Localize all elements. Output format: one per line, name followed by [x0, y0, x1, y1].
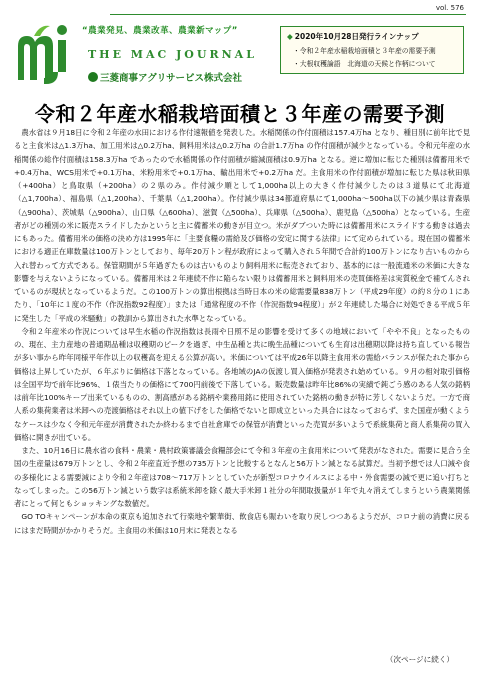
- article-paragraph: GO TOキャンペーンが本命の東京も追加されて行楽地や繁華街、飲食店も賑わいを取り戻しつつあるようだが、コロナ前の消費に戻るにはまだ時間がかかりそうだ。主食用の米価は10月末に発表となる: [14, 512, 470, 535]
- issue-date-line: [287, 31, 457, 42]
- article-title: 令和２年産水稲栽培面積と３年産の需要予測: [35, 102, 445, 126]
- diamond-icon: ◆: [287, 32, 293, 41]
- company-name-text: 三菱商事アグリサービス株式会社: [100, 73, 243, 84]
- header-rule: [110, 14, 466, 15]
- company-mark-icon: [88, 72, 98, 82]
- continue-note: （次ページに続く）: [385, 655, 454, 664]
- issue-lineup-box: [280, 26, 464, 74]
- article-paragraph: 農水省は９月18日に令和２年産の水田における作付速報値を発表した。水稲関係の作付面積は157.4万ha となり、種目別に前年比で見ると主食米は△1.3万ha、加工用米は△0.2万ha、飼料用米は△0.2万ha の合計1.7万ha の作付面積が減少となっている。令和元年産の水稲関係の総作付面積は158.3万ha であったので水稲関係の作付面積が縮減面積は0.9万ha となる。逆に増加に転じた種別は備蓄用米で+0.4万ha、WCS用米で+0.1万ha、米粉用米で+0.1万ha、輸出用米で+0.2万ha だ。主食用米の作付面積が増加に転じた県は秋田県（+400ha）と鳥取県（+200ha）の２県のみ。作付減少順として1,000ha以上の大きく作付減少したのは３道県にて北海道（△1,700ha）、福島県（△1,200ha）、千葉県（△1,200ha）。作付減少県は34都道府県にて1,000ha～500ha以下の減少県は青森県（△900ha）、茨城県（△900ha）、山口県（△600ha）、滋賀（△500ha）、兵庫県（△500ha）、鹿児島（△500ha）となっている。生産者がどの種別の米に販売スライドしたかというと主に備蓄米の動きが目立つ。米がダブついた時には備蓄用米にスライドする動きは過去にもあった。備蓄用米の価格の決め方は1995年に「主要食糧の需給及び価格の安定に関する法律」にて定められている。現在国の備蓄米における適正在庫数量は100万トンとしており、毎年20万トン程が政府によって購入され５年間で合計約100万トンになり古いものから入れ替わって方式である。保管期間が５年過ぎたものは古いものより飼料用米に転売されており、基本的には一般流通米の米価に大きな影響を与えないようになっている。備蓄用米は２年連続不作に陥らない限りは備蓄用米と飼料用米の売買価格差は実質税金で補てんされているのが現状となっているようだ。この100万トンの算出根拠は当時日本の米の総需要量838万トン（平成29年度）の約８分の１にあたり、「10年に１度の不作（作況指数92程度）」または「通常程度の不作（作況指数94程度）」が２年連続した場合に対処できる平成５年に発生した「平成の米騒動」の教訓から算出された水準となっている。: [14, 128, 471, 323]
- company-name: [88, 70, 242, 84]
- article-body: [14, 126, 470, 537]
- masthead: [14, 18, 276, 88]
- journal-name: THE MAC JOURNAL: [88, 48, 257, 61]
- slogan: “農業発見、農業改革、農業新マップ”: [82, 26, 238, 36]
- mj-logo-icon: [14, 18, 76, 88]
- lineup-item: ・大根収穫論語 北海道の天候と作柄について: [293, 60, 436, 68]
- article-paragraph: 令和２年産米の作況については早生水稲の作況指数は長雨や日照不足の影響を受けて多くの地域において「やや不良」となったものの、現在、主力産地の普通期品種は収穫期のピークを過ぎ、中生品種と共に晩生品種についても生育は出穂期以降は持ち直している報告が多い事から昨年同様平年作以上の収穫高を迎える公算が高い。米価については平成26年以降主食用米の需給バランスが保たれた事から価格は上昇していたが、６年ぶりに価格は下落となっている。各地域のJAの仮渡し買入価格が発表され始めている。９月の相対取引価格は全国平均で前年比96%、１俵当たりの価格にて700円前後で下落している。販売数量は昨年比86%の実績で鈍ごう感のある人気の銘柄は前年比100%キープ出来ているものの、割高感がある銘柄や業務用銘に使用されていた銘柄の動きが特に芳しくないようだ。一方で商人系の集荷業者は米卸への売渡価格はそれ以上の値下げをした価格でないと即成立といった具合にはなっておらず、また国産が動くようなケースは少なく令和元年産が消費されたか終わるまで自社倉庫での保管が消費といった売買が多いようで系統集荷と商人系集荷の買入価格に開きが出ている。: [14, 326, 470, 442]
- issue-date-text: 2020年10月28日発行ラインナップ: [294, 32, 419, 41]
- lineup-item: ・令和２年産水稲栽培面積と３年産の需要予測: [293, 47, 436, 55]
- article-paragraph: また、10月16日に農水省の食料・農業・農村政策審議会食糧部会にて令和３年産の主食用米について発表がなされた。需要に見合う全国の生産量は679万トンとし、令和２年産直近予想の735万トンと比較するとなんと56万トン減となる試算だ。当初予想では人口減や食の多様化による需要減により令和２年産は708～717万トンとしていたが新型コロナウイルスによる中・外食需要の減で更に追い打ちとなってしまった。この56万トン減という数字は系統米卸を除く最大手米卸１社分の年間取扱量が１年で丸々消えてしまうという農業関係者にとって何ともショッキングな数値だ。: [14, 446, 470, 508]
- volume-number: vol. 576: [435, 4, 464, 12]
